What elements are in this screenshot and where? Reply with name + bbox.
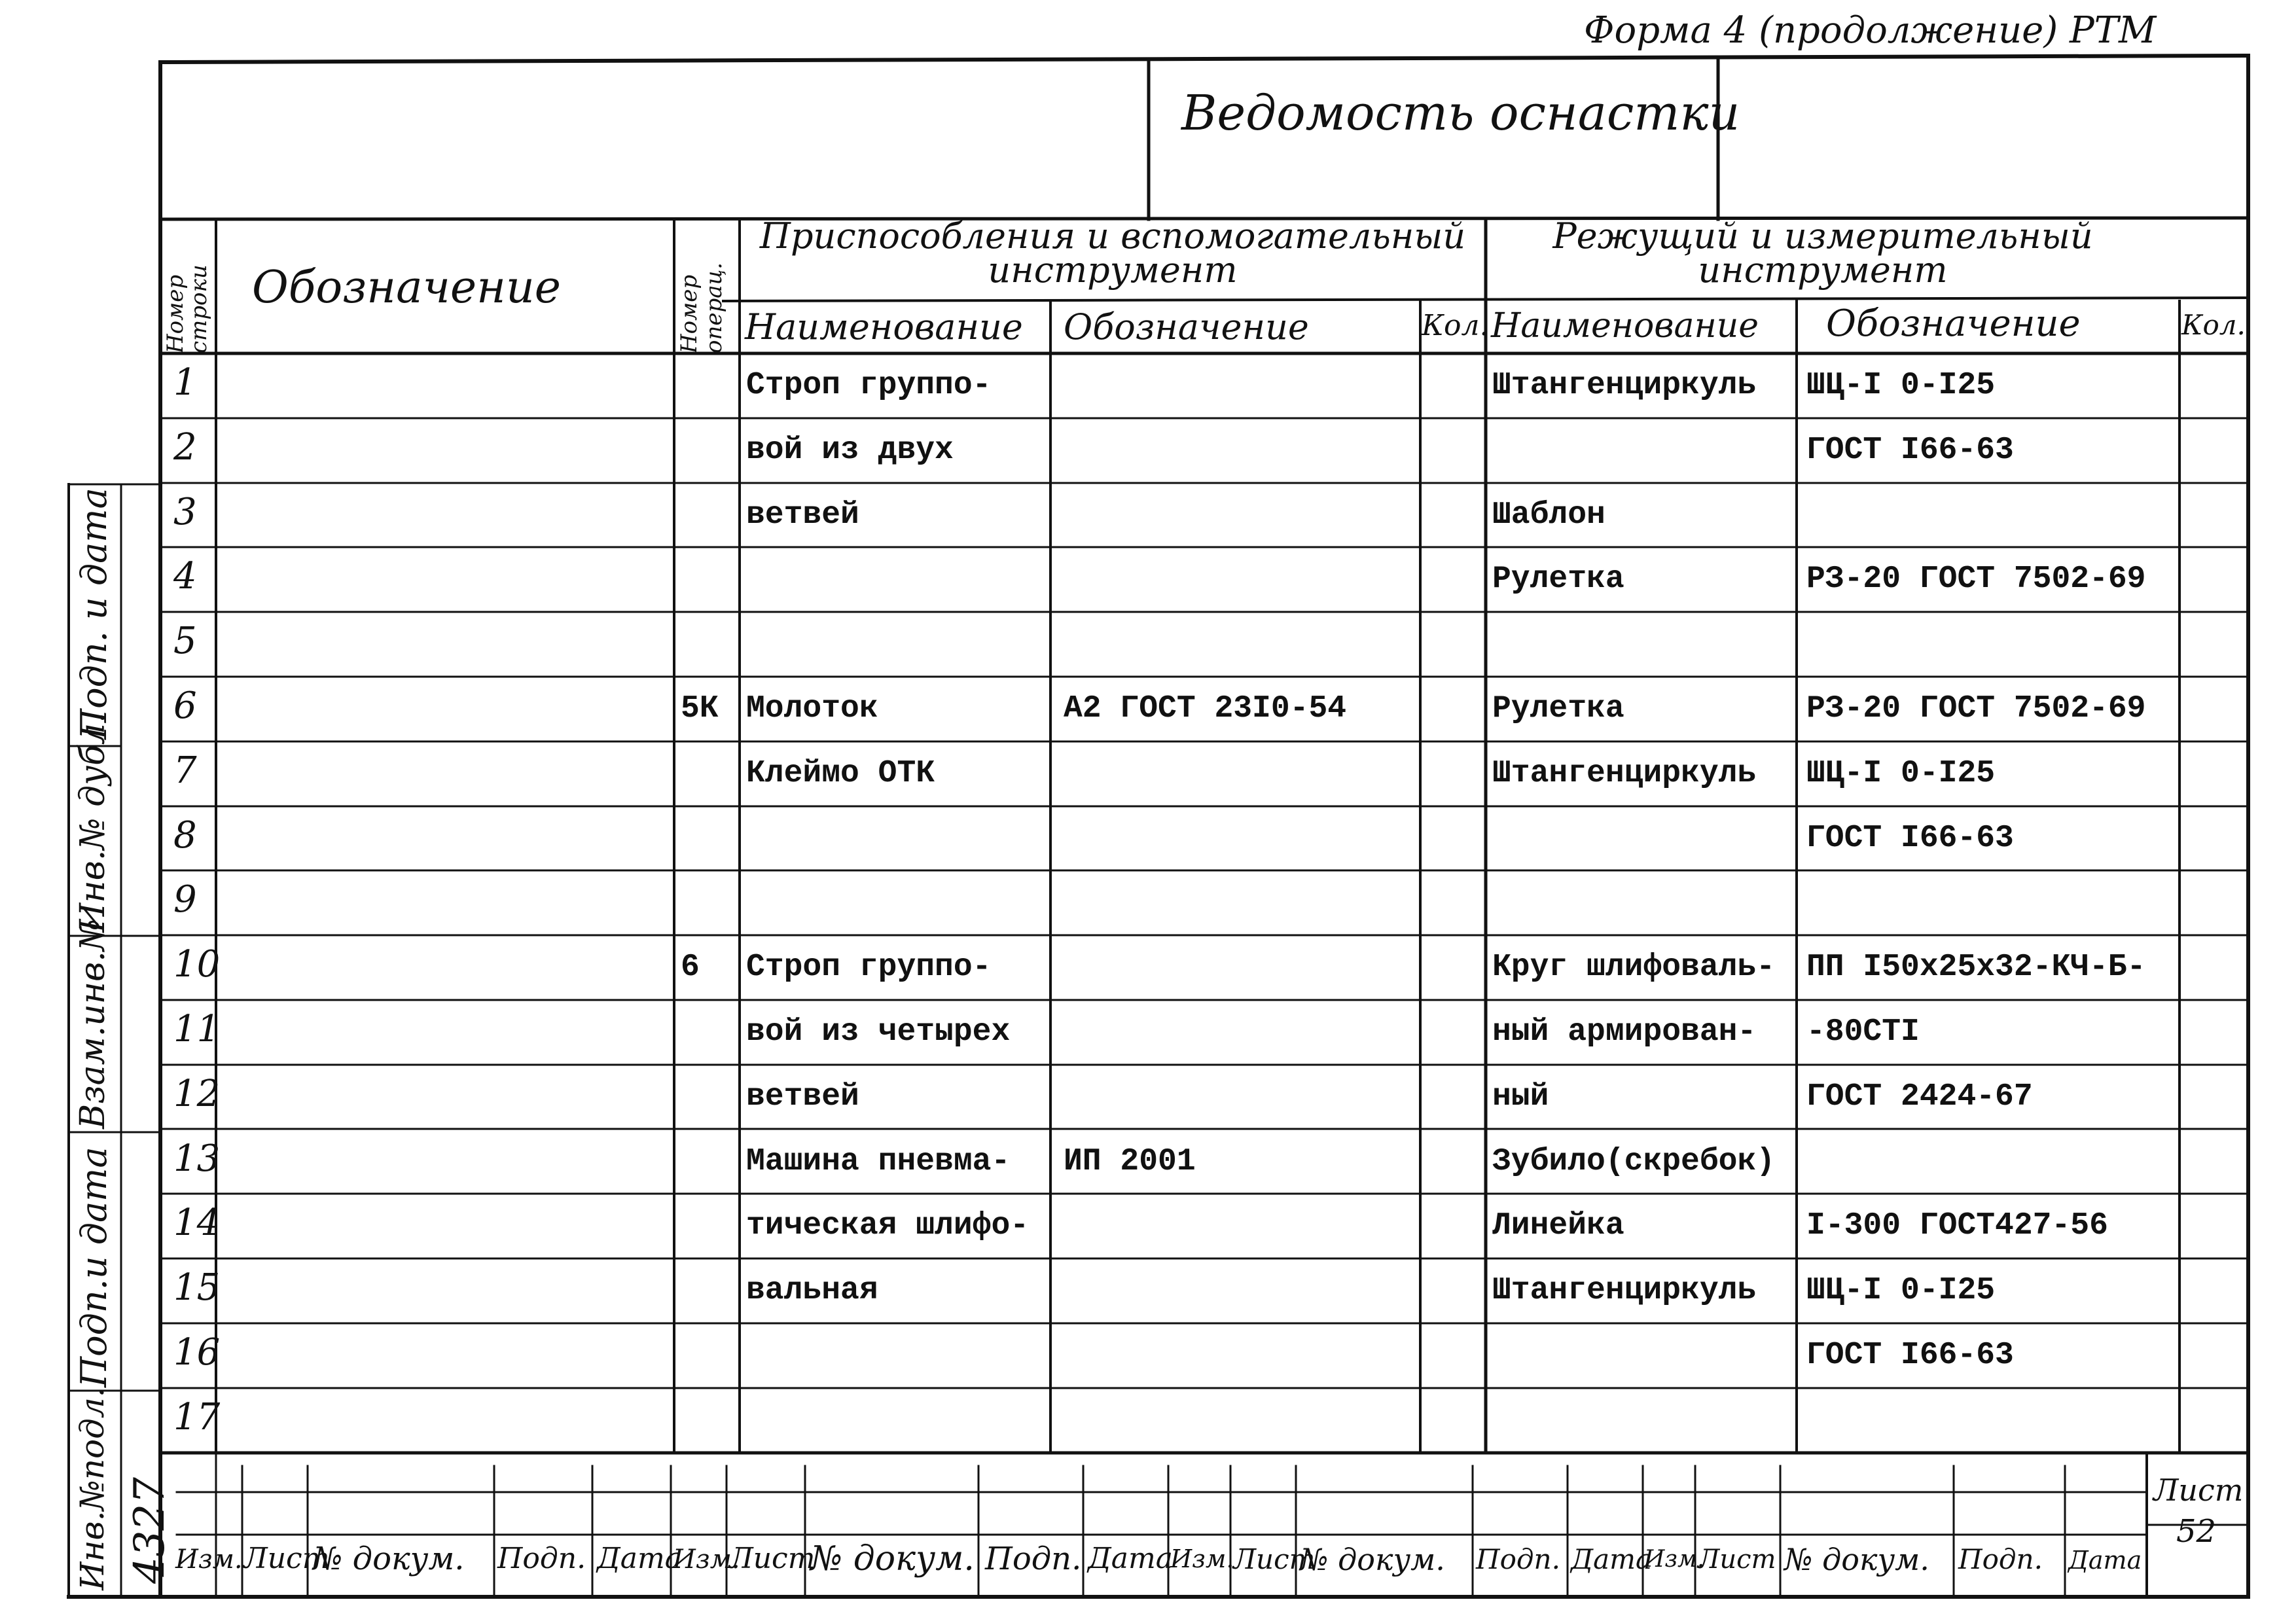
footer-docno-4: № докум. [1784,1542,1929,1577]
footer-izm-3: Изм. [1170,1544,1234,1573]
row-tool-name: ный армирован- [1492,1014,1757,1050]
row-tool-designation: ГОСТ I66-63 [1806,432,2014,468]
row-tool-designation: I-300 ГОСТ427-56 [1806,1208,2108,1244]
header-designation: Обозначение [252,262,561,313]
side-vzam: Взам.инв.№ [73,919,113,1129]
row-tool-designation: ГОСТ I66-63 [1806,1338,2014,1373]
header-fix-qty: Кол. [1422,309,1489,342]
footer-list-2: Лист [729,1542,816,1575]
footer-sign-3: Подп. [1476,1543,1560,1575]
row-number: 12 [173,1072,221,1115]
footer-date-4: Дата [2068,1546,2142,1575]
footer-date-3: Дата [1571,1543,1653,1575]
row-number: 11 [173,1008,221,1050]
side-inv-orig: Инв.№подл. [73,1387,111,1590]
footer-izm-1: Изм. [175,1544,243,1575]
row-fixture-name: вальная [746,1273,878,1309]
row-tool-name: ный [1492,1079,1549,1115]
footer-list-3: Лист [1233,1543,1316,1575]
row-number: 2 [173,425,197,469]
row-number: 5 [173,620,197,663]
footer-docno-2: № докум. [810,1539,975,1578]
header-line-no: Номер строки [162,264,212,353]
row-tool-name: Шаблон [1492,497,1605,533]
header-op-no: Номер операц. [676,262,727,353]
row-tool-designation: РЗ-20 ГОСТ 7502-69 [1806,562,2146,597]
header-fix-name: Наименование [745,306,1023,348]
row-fixture-name: ветвей [746,1079,859,1115]
header-tool-designation: Обозначение [1826,302,2081,345]
form-label: Форма 4 (продолжение) РТМ [1584,9,2157,52]
row-fixture-designation: ИП 2001 [1064,1143,1196,1179]
row-tool-name: Рулетка [1492,691,1624,726]
row-number: 4 [173,555,197,598]
header-fixtures-group: Приспособления и вспомогательный инструмент [759,215,1466,291]
row-operation-no: 5К [681,691,719,726]
side-sign-date-2: Подп.и дата [73,1147,115,1387]
row-operation-no: 6 [681,950,700,986]
row-number: 9 [173,878,197,921]
row-tool-name: Штангенциркуль [1492,1273,1757,1309]
row-fixture-name: Строп группо- [746,950,992,986]
footer-date-2: Дата [1088,1542,1173,1575]
row-fixture-designation: А2 ГОСТ 23I0-54 [1064,691,1347,726]
footer-sign-1: Подп. [497,1542,586,1575]
footer-sign-2: Подп. [985,1541,1082,1577]
row-number: 10 [173,943,221,986]
side-inv-orig-value: 4327 [126,1477,174,1584]
footer-izm-4: Изм. [1644,1546,1705,1573]
row-tool-name: Штангенциркуль [1492,368,1757,403]
row-tool-designation: ГОСТ I66-63 [1806,820,2014,856]
row-tool-name: Линейка [1492,1208,1624,1244]
row-fixture-name: вой из двух [746,432,954,468]
row-number: 14 [173,1202,221,1245]
page-title: Ведомость оснастки [1181,85,1740,141]
side-inv-dup: Инв.№ дубл. [73,712,113,933]
row-tool-designation: ШЦ-I 0-I25 [1806,1273,1996,1309]
row-number: 7 [173,749,197,792]
row-tool-designation: -80СТI [1806,1014,1920,1050]
row-number: 15 [173,1266,221,1310]
footer-docno-1: № докум. [313,1541,465,1577]
footer-sheet-number: 52 [2176,1513,2217,1550]
header-tool-qty: Кол. [2181,309,2246,341]
row-fixture-name: Молоток [746,691,878,726]
side-sign-date-1: Подп. и дата [73,488,115,740]
footer-date-1: Дата [597,1542,682,1575]
row-fixture-name: ветвей [746,497,859,533]
header-cutting-group: Режущий и измерительный инструмент [1552,215,2093,291]
row-fixture-name: вой из четырех [746,1014,1011,1050]
row-number: 13 [173,1137,221,1180]
row-tool-designation: РЗ-20 ГОСТ 7502-69 [1806,691,2146,726]
footer-docno-3: № докум. [1300,1542,1445,1577]
footer-list-1: Лист [243,1542,330,1575]
row-fixture-name: Машина пневма- [746,1143,1011,1179]
header-fix-designation: Обозначение [1064,306,1309,348]
footer-list-4: Лист [1698,1544,1776,1575]
row-number: 8 [173,813,197,857]
footer-izm-2: Изм. [673,1544,740,1575]
row-tool-name: Зубило(скребок) [1492,1143,1776,1179]
row-fixture-name: Строп группо- [746,368,992,403]
row-tool-designation: ПП I50x25x32-КЧ-Б- [1806,950,2146,986]
row-number: 16 [173,1331,221,1374]
row-fixture-name: тическая шлифо- [746,1208,1030,1244]
row-number: 3 [173,490,197,533]
row-tool-designation: ГОСТ 2424-67 [1806,1079,2033,1115]
row-tool-designation: ШЦ-I 0-I25 [1806,368,1996,403]
row-number: 6 [173,685,197,727]
row-number: 17 [173,1395,221,1438]
footer-sheet-label: Лист [2153,1472,2244,1508]
row-fixture-name: Клеймо ОТК [746,755,935,791]
row-number: 1 [173,361,197,404]
row-tool-name: Рулетка [1492,562,1624,597]
header-tool-name: Наименование [1491,306,1759,346]
row-tool-name: Штангенциркуль [1492,755,1757,791]
row-tool-name: Круг шлифоваль- [1492,950,1776,986]
row-tool-designation: ШЦ-I 0-I25 [1806,755,1996,791]
footer-sign-4: Подп. [1958,1543,2043,1575]
